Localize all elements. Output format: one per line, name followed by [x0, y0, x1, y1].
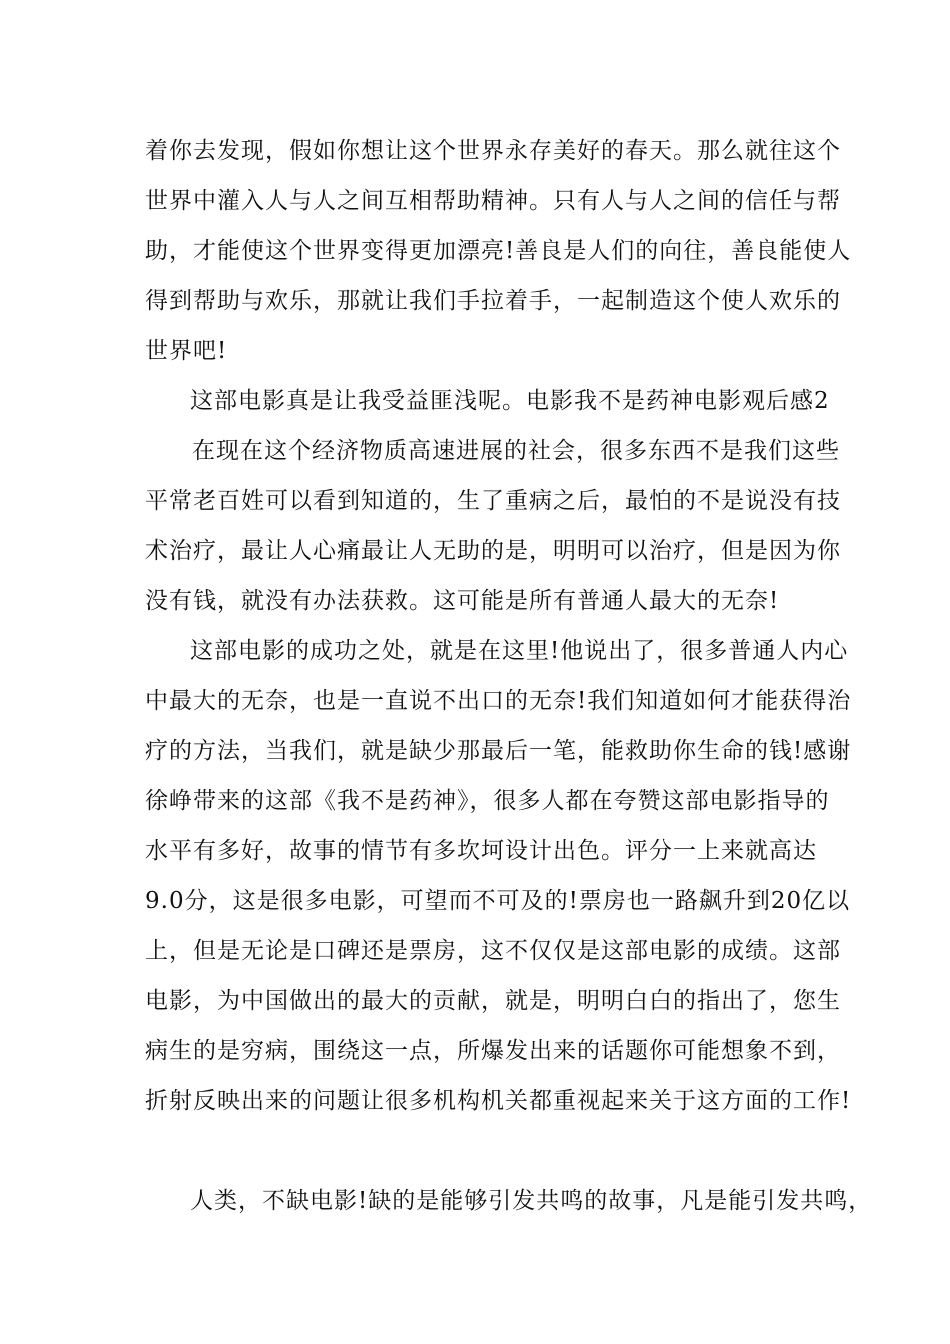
text-line: 疗的方法，当我们，就是缺少那最后一笔，能救助你生命的钱!感谢: [145, 738, 852, 764]
text-line: 电影，为中国做出的最大的贡献，就是，明明白白的指出了，您生: [145, 988, 841, 1014]
text-line: 助，才能使这个世界变得更加漂亮!善良是人们的向往，善良能使人: [145, 238, 852, 264]
text-line: 着你去发现，假如你想让这个世界永存美好的春天。那么就往这个: [145, 138, 841, 164]
text-line: 得到帮助与欢乐，那就让我们手拉着手，一起制造这个使人欢乐的: [145, 288, 841, 314]
text-line: 术治疗，最让人心痛最让人无助的是，明明可以治疗，但是因为你: [145, 538, 841, 564]
text-line: 徐峥带来的这部《我不是药神》，很多人都在夸赞这部电影指导的: [145, 788, 830, 814]
paragraph-first-line: 这部电影的成功之处，就是在这里!他说出了，很多普通人内心: [190, 638, 849, 664]
paragraph-first-line: 在现在这个经济物质高速进展的社会，很多东西不是我们这些: [192, 438, 840, 464]
text-line: 没有钱，就没有办法获救。这可能是所有普通人最大的无奈!: [145, 588, 780, 614]
text-line: 中最大的无奈，也是一直说不出口的无奈!我们知道如何才能获得治: [145, 688, 852, 714]
text-line: 折射反映出来的问题让很多机构机关都重视起来关于这方面的工作!: [145, 1088, 852, 1114]
text-line: 9.0分，这是很多电影，可望而不可及的!票房也一路飙升到20亿以: [145, 888, 851, 914]
text-line: 世界中灌入人与人之间互相帮助精神。只有人与人之间的信任与帮: [145, 188, 841, 214]
text-line: 世界吧!: [145, 338, 228, 364]
paragraph-first-line: 这部电影真是让我受益匪浅呢。电影我不是药神电影观后感2: [190, 388, 830, 414]
text-line: 水平有多好，故事的情节有多坎坷设计出色。评分一上来就高达: [145, 838, 817, 864]
text-line: 病生的是穷病，围绕这一点，所爆发出来的话题你可能想象不到，: [145, 1038, 841, 1064]
text-line: 上，但是无论是口碑还是票房，这不仅仅是这部电影的成绩。这部: [145, 938, 841, 964]
text-line: 平常老百姓可以看到知道的，生了重病之后，最怕的不是说没有技: [145, 488, 841, 514]
paragraph-first-line: 人类，不缺电影!缺的是能够引发共鸣的故事，凡是能引发共鸣，: [190, 1188, 873, 1214]
